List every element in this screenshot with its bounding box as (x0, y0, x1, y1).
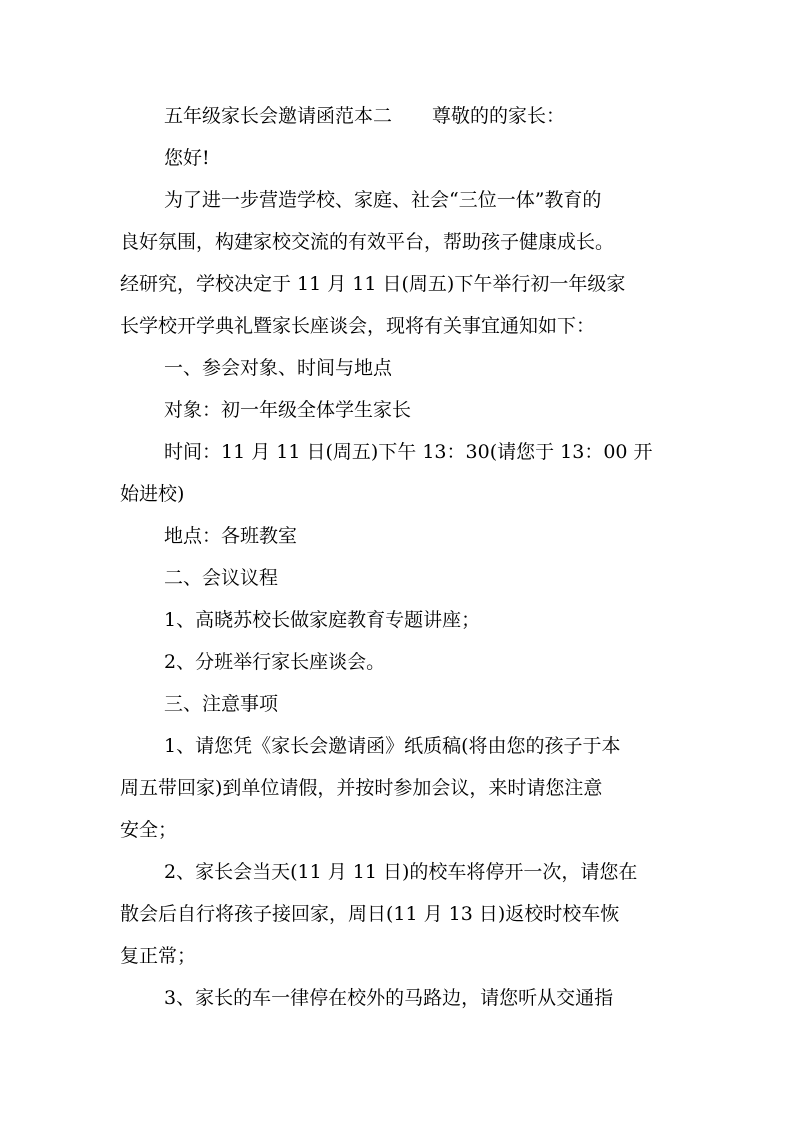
list-item: 1、高晓苏校长做家庭教育专题讲座； (164, 609, 481, 631)
list-item: 3、家长的车一律停在校外的马路边，请您听从交通指 (164, 987, 614, 1009)
section-heading: 三、注意事项 (164, 693, 279, 715)
document-title: 五年级家长会邀请函范本二 (164, 105, 393, 127)
list-item: 1、请您凭《家长会邀请函》纸质稿(将由您的孩子于本 (164, 735, 621, 757)
greeting: 尊敬的的家长： (432, 105, 566, 127)
paragraph-line: 安全； (120, 819, 178, 841)
paragraph-line: 您好! (164, 147, 210, 169)
section-heading: 二、会议议程 (164, 567, 279, 589)
paragraph-line: 时间：11 月 11 日(周五)下午 13：30(请您于 13：00 开 (164, 441, 653, 463)
paragraph-line: 周五带回家)到单位请假，并按时参加会议，来时请您注意 (120, 777, 603, 799)
list-item: 2、家长会当天(11 月 11 日)的校车将停开一次，请您在 (164, 861, 638, 883)
paragraph-line: 复正常； (120, 945, 197, 967)
list-item: 2、分班举行家长座谈会。 (164, 651, 386, 673)
paragraph-line: 长学校开学典礼暨家长座谈会，现将有关事宜通知如下： (120, 315, 596, 337)
paragraph-line: 地点：各班教室 (164, 525, 298, 547)
paragraph-line: 散会后自行将孩子接回家，周日(11 月 13 日)返校时校车恢 (120, 903, 620, 925)
section-heading: 一、参会对象、时间与地点 (164, 357, 393, 379)
paragraph-line: 良好氛围，构建家校交流的有效平台，帮助孩子健康成长。 (120, 231, 615, 253)
paragraph-line: 经研究，学校决定于 11 月 11 日(周五)下午举行初一年级家 (120, 273, 626, 295)
paragraph-line: 为了进一步营造学校、家庭、社会“三位一体”教育的 (164, 189, 602, 211)
paragraph-line: 对象：初一年级全体学生家长 (164, 399, 412, 421)
paragraph-line: 始进校) (120, 483, 185, 505)
title-line (164, 104, 565, 128)
